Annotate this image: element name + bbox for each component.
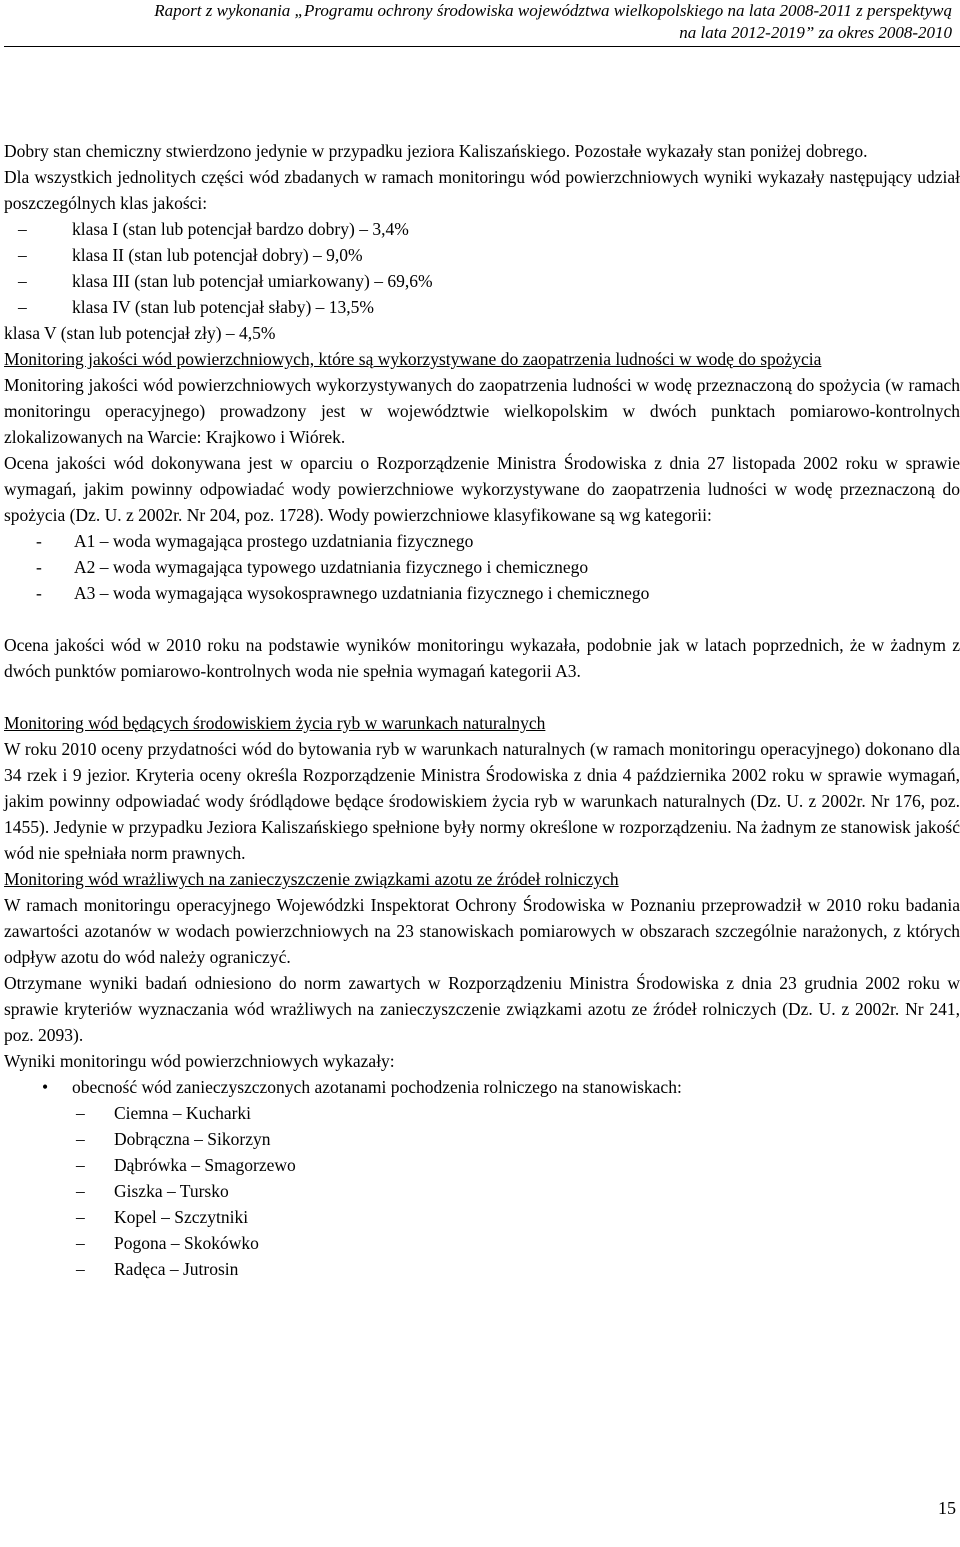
dash-icon: – <box>18 219 27 239</box>
paragraph-nitrate-1: W ramach monitoringu operacyjnego Wojewódzki Inspektorat Ochrony Środowiska w Poznaniu przeprowadził w 2010 roku badania zawartości azotanów w wodach powierzchniowych na 23 stanowiskach pomiarowych w obszarach szczególnie narażonych, z których odpływ azotu do wód należy ograniczyć. <box>4 895 960 967</box>
dash-icon: – <box>76 1259 85 1279</box>
list-item: – klasa III (stan lub potencjał umiarkowany) – 69,6% <box>4 268 960 294</box>
category-list <box>4 528 960 606</box>
header-line-1: Raport z wykonania „Programu ochrony środowiska województwa wielkopolskiego na lata 2008-2011 z perspektywą <box>154 1 952 20</box>
dash-icon: – <box>76 1103 85 1123</box>
list-item: – Pogona – Skokówko <box>4 1230 960 1256</box>
list-item: - A1 – woda wymagająca prostego uzdatniania fizycznego <box>4 528 960 554</box>
header-divider <box>4 46 960 47</box>
paragraph-fish-habitat: W roku 2010 oceny przydatności wód do bytowania ryb w warunkach naturalnych (w ramach monitoringu operacyjnego) dokonano dla 34 rzek i 9 jezior. Kryteria oceny określa Rozporządzenie Ministra Środowiska z dnia 4 października 2002 roku w sprawie wymagań, jakim powinny odpowiadać wody śródlądowe będące środowiskiem życia ryb w warunkach naturalnych (Dz. U. z 2002r. Nr 176, poz. 1455). Jedynie w przypadku Jeziora Kaliszańskiego spełnione były normy określone w rozporządzeniu. Na żadnym ze stanowisk jakość wód nie spełniała norm prawnych. <box>4 739 960 863</box>
bullet-list <box>4 1074 960 1100</box>
paragraph-drinking-water-1: Monitoring jakości wód powierzchniowych wykorzystywanych do zaopatrzenia ludności w wodę przeznaczoną do spożycia (w ramach monitoringu operacyjnego) prowadzony jest w województwie wielkopolskim w dwóch punktach pomiarowo-kontrolnych zlokalizowanych na Warcie: Krajkowo i Wiórek. <box>4 375 960 447</box>
list-item: - A3 – woda wymagająca wysokosprawnego uzdatniania fizycznego i chemicznego <box>4 580 960 606</box>
hyphen-icon: - <box>36 531 42 551</box>
list-item: – Kopel – Szczytniki <box>4 1204 960 1230</box>
running-header <box>0 0 952 44</box>
list-item: - A2 – woda wymagająca typowego uzdatniania fizycznego i chemicznego <box>4 554 960 580</box>
list-item: • obecność wód zanieczyszczonych azotanami pochodzenia rolniczego na stanowiskach: <box>4 1074 960 1100</box>
section-heading-drinking-water: Monitoring jakości wód powierzchniowych, które są wykorzystywane do zaopatrzenia ludności w wodę do spożycia <box>4 349 822 369</box>
hyphen-icon: - <box>36 583 42 603</box>
list-item: – klasa I (stan lub potencjał bardzo dobry) – 3,4% <box>4 216 960 242</box>
spacer <box>4 684 960 710</box>
list-item: – klasa II (stan lub potencjał dobry) – 9,0% <box>4 242 960 268</box>
paragraph-nitrate-3: Wyniki monitoringu wód powierzchniowych wykazały: <box>4 1051 395 1071</box>
spacer <box>4 606 960 632</box>
dash-icon: – <box>18 297 27 317</box>
section-heading-fish-habitat: Monitoring wód będących środowiskiem życia ryb w warunkach naturalnych <box>4 713 546 733</box>
dash-icon: – <box>76 1181 85 1201</box>
paragraph-quality-intro: Dla wszystkich jednolitych części wód zbadanych w ramach monitoringu wód powierzchniowych wyniki wykazały następujący udział poszczególnych klas jakości: <box>4 167 960 213</box>
list-item: – Giszka – Tursko <box>4 1178 960 1204</box>
class-v-line: klasa V (stan lub potencjał zły) – 4,5% <box>4 323 276 343</box>
dash-icon: – <box>18 245 27 265</box>
paragraph-drinking-water-3: Ocena jakości wód w 2010 roku na podstawie wyników monitoringu wykazała, podobnie jak w latach poprzednich, że w żadnym z dwóch punktów pomiarowo-kontrolnych woda nie spełnia wymagań kategorii A3. <box>4 635 960 681</box>
list-item: – Radęca – Jutrosin <box>4 1256 960 1282</box>
dash-icon: – <box>76 1155 85 1175</box>
paragraph-drinking-water-2: Ocena jakości wód dokonywana jest w oparciu o Rozporządzenie Ministra Środowiska z dnia 27 listopada 2002 roku w sprawie wymagań, jakim powinny odpowiadać wody powierzchniowe wykorzystywane do zaopatrzenia ludności w wodę przeznaczoną do spożycia (Dz. U. z 2002r. Nr 204, poz. 1728). Wody powierzchniowe klasyfikowane są wg kategorii: <box>4 453 960 525</box>
station-list <box>4 1100 960 1282</box>
dash-icon: – <box>76 1233 85 1253</box>
dash-icon: – <box>76 1207 85 1227</box>
bullet-icon: • <box>42 1077 49 1097</box>
header-line-2: na lata 2012-2019” za okres 2008-2010 <box>679 23 952 42</box>
paragraph-nitrate-2: Otrzymane wyniki badań odniesiono do norm zawartych w Rozporządzeniu Ministra Środowiska z dnia 23 grudnia 2002 roku w sprawie kryteriów wyznaczania wód wrażliwych na zanieczyszczenie związkami azotu ze źródeł rolniczych (Dz. U. z 2002r. Nr 241, poz. 2093). <box>4 973 960 1045</box>
dash-icon: – <box>76 1129 85 1149</box>
hyphen-icon: - <box>36 557 42 577</box>
list-item: – Dobrączna – Sikorzyn <box>4 1126 960 1152</box>
page-number: 15 <box>938 1498 956 1518</box>
dash-icon: – <box>18 271 27 291</box>
list-item: – Ciemna – Kucharki <box>4 1100 960 1126</box>
list-item: – Dąbrówka – Smagorzewo <box>4 1152 960 1178</box>
document-body <box>4 138 960 1282</box>
list-item: – klasa IV (stan lub potencjał słaby) – 13,5% <box>4 294 960 320</box>
paragraph-chemical-state: Dobry stan chemiczny stwierdzono jedynie w przypadku jeziora Kaliszańskiego. Pozostałe wykazały stan poniżej dobrego. <box>4 141 868 161</box>
section-heading-nitrate: Monitoring wód wrażliwych na zanieczyszczenie związkami azotu ze źródeł rolniczych <box>4 869 619 889</box>
quality-class-list <box>4 216 960 320</box>
